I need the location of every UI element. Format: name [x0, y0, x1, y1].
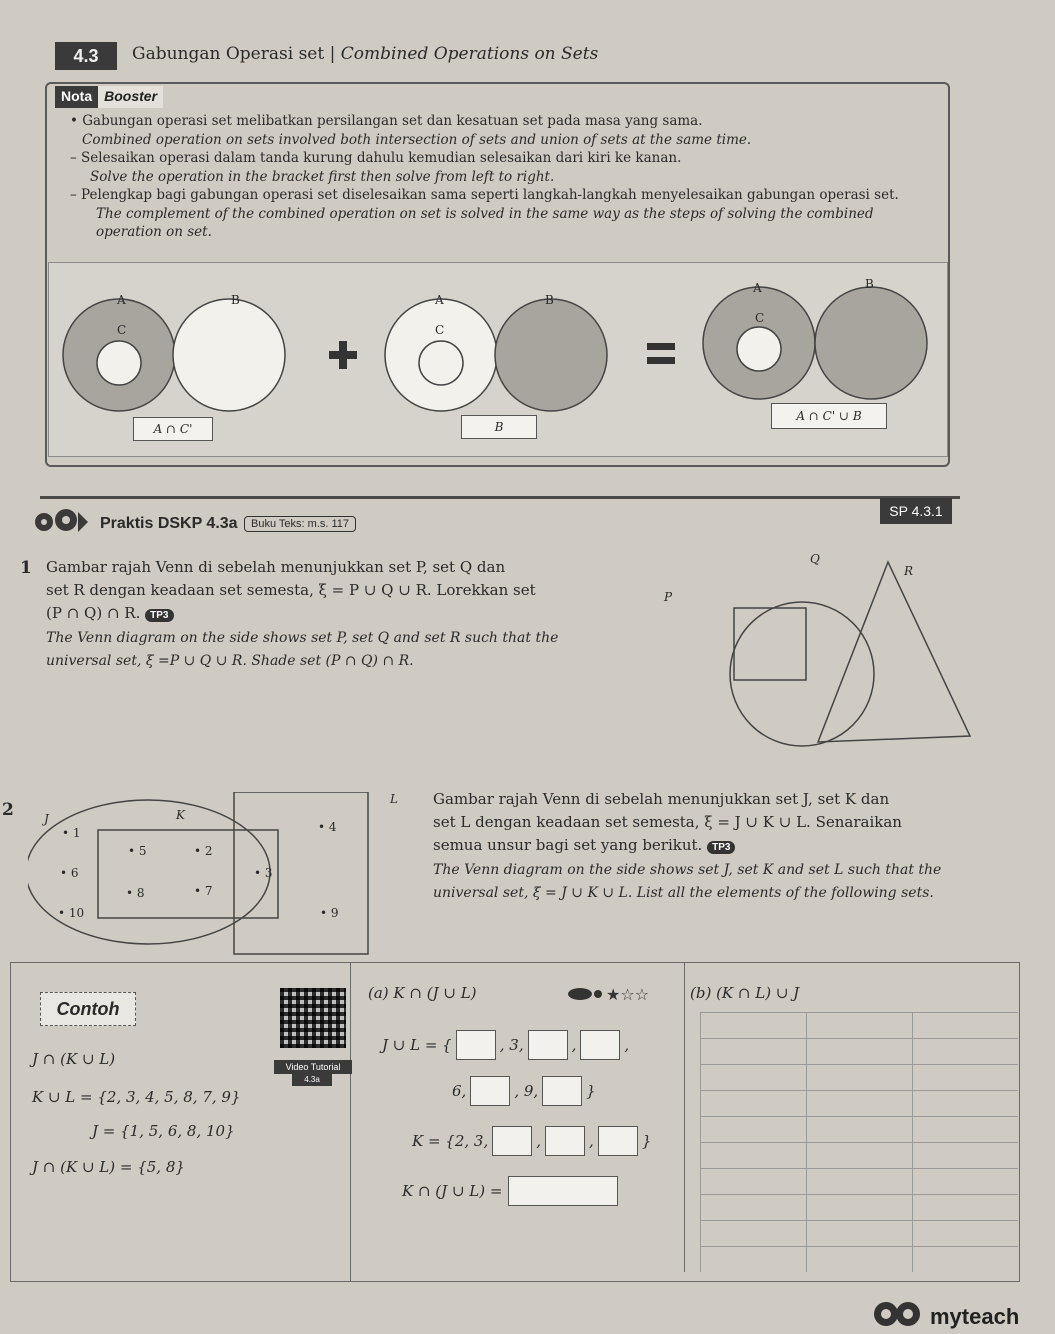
q2-element-5: • 5: [128, 844, 147, 858]
qr-code-icon[interactable]: [280, 988, 346, 1048]
value-3: , 3,: [499, 1036, 524, 1054]
contoh-line-2: K ∪ L = {2, 3, 4, 5, 8, 7, 9}: [32, 1088, 241, 1106]
d1-label-b: B: [231, 293, 240, 307]
d1-label-a: A: [117, 293, 126, 307]
q2-label-k: K: [176, 808, 185, 822]
comma: ,: [589, 1132, 594, 1150]
j-union-l-label: J ∪ L = {: [382, 1036, 452, 1054]
sp-badge: SP 4.3.1: [880, 498, 952, 524]
q2-element-6: • 6: [60, 866, 79, 880]
section-title: Gabungan Operasi set | Combined Operations on Sets: [132, 44, 599, 64]
q2-element-10: • 10: [58, 906, 85, 920]
answer-box[interactable]: [528, 1030, 568, 1060]
q2-venn-diagram: [28, 792, 398, 957]
q1-text: [46, 556, 616, 673]
q1-en-2: universal set, ξ =P ∪ Q ∪ R. Shade set (P ∩ Q) ∩ R.: [46, 653, 414, 669]
nota-line-4: Solve the operation in the bracket first then solve from left to right.: [90, 168, 555, 185]
video-tutorial-code: 4.3a: [292, 1074, 332, 1086]
value-6: 6,: [452, 1082, 467, 1100]
nota-line-1: Gabungan operasi set melibatkan persilangan set dan kesatuan set pada masa yang sama.: [82, 113, 703, 129]
q2-number: 2: [2, 800, 14, 820]
contoh-line-1: J ∩ (K ∪ L): [32, 1050, 116, 1068]
part-a-result: [402, 1176, 618, 1206]
part-a-label: (a) K ∩ (J ∪ L): [368, 984, 477, 1002]
q2-element-8: • 8: [126, 886, 145, 900]
gear-icon: [30, 508, 88, 536]
q2-line-2: set L dengan keadaan set semesta, ξ = J ∪ K ∪ L. Senaraikan: [433, 813, 902, 831]
comma: ,: [536, 1132, 542, 1150]
q1-label-p: P: [664, 590, 673, 604]
q2-label-l: L: [390, 792, 398, 806]
column-divider-1: [350, 962, 351, 1282]
q2-tp-badge: TP3: [707, 841, 735, 854]
part-b-label: (b) (K ∩ L) ∪ J: [690, 984, 800, 1002]
d2-caption: B: [461, 415, 537, 439]
q1-en-1: The Venn diagram on the side shows set P, set Q and set R such that the: [46, 630, 559, 646]
value-9: , 9,: [514, 1082, 539, 1100]
svg-text:★☆☆: ★☆☆: [606, 985, 650, 1004]
part-a-k-set: [412, 1126, 651, 1156]
answer-box[interactable]: [580, 1030, 620, 1060]
myteach-logo-icon: [870, 1300, 926, 1328]
q1-tp-badge: TP3: [145, 609, 173, 622]
q2-text: [433, 788, 993, 905]
q1-number: 1: [20, 558, 32, 578]
d1-caption: A ∩ C': [133, 417, 213, 441]
q1-line-2: set R dengan keadaan set semesta, ξ = P ∪ Q ∪ R. Lorekkan set: [46, 581, 536, 599]
comma: ,: [624, 1036, 630, 1054]
q2-line-1: Gambar rajah Venn di sebelah menunjukkan set J, set K dan: [433, 790, 890, 808]
q1-line-3: (P ∩ Q) ∩ R.: [46, 604, 141, 622]
k-set-label: K = {2, 3,: [412, 1132, 489, 1150]
q2-label-j: J: [44, 812, 49, 826]
nota-line-6: The complement of the combined operation on set is solved in the same way as the steps of solving the combined operation on set.: [96, 205, 874, 240]
section-number: 4.3: [55, 42, 117, 70]
contoh-label: Contoh: [40, 992, 136, 1026]
part-b-answer-grid[interactable]: [700, 1012, 1018, 1272]
q1-venn-diagram[interactable]: [630, 548, 980, 768]
d2-label-c: C: [435, 323, 445, 337]
d2-label-b: B: [545, 293, 554, 307]
result-answer-box[interactable]: [508, 1176, 618, 1206]
answer-box[interactable]: [470, 1076, 510, 1106]
difficulty-rating: [566, 984, 666, 1004]
part-a-j-union-l-cont: [452, 1076, 596, 1106]
contoh-line-4: J ∩ (K ∪ L) = {5, 8}: [32, 1158, 185, 1176]
close-brace: }: [641, 1132, 652, 1150]
q1-line-1: Gambar rajah Venn di sebelah menunjukkan set P, set Q dan: [46, 558, 506, 576]
q2-element-3: • 3: [254, 866, 273, 880]
brand-name: myteach: [930, 1304, 1020, 1329]
close-brace: }: [586, 1082, 596, 1100]
result-label: K ∩ (J ∪ L) =: [402, 1182, 503, 1200]
nota-venn-diagrams: [48, 262, 948, 457]
part-a-j-union-l: [382, 1030, 629, 1060]
q2-element-9: • 9: [320, 906, 339, 920]
section-title-ms: Gabungan Operasi set: [132, 44, 325, 64]
d3-caption: A ∩ C' ∪ B: [771, 403, 887, 429]
nota-line-2: Combined operation on sets involved both intersection of sets and union of sets at the same time.: [82, 131, 752, 148]
answer-box[interactable]: [598, 1126, 638, 1156]
q2-element-7: • 7: [194, 884, 213, 898]
d3-label-a: A: [753, 281, 762, 295]
nota-line-3: Selesaikan operasi dalam tanda kurung dahulu kemudian selesaikan dari kiri ke kanan.: [81, 150, 682, 166]
q2-element-4: • 4: [318, 820, 337, 834]
booster-label: Booster: [98, 86, 163, 108]
answer-box[interactable]: [492, 1126, 532, 1156]
column-divider-2: [684, 962, 685, 1272]
nota-label: Nota: [55, 86, 98, 108]
q2-line-3: semua unsur bagi set yang berikut.: [433, 836, 703, 854]
video-tutorial-label[interactable]: Video Tutorial: [274, 1060, 352, 1074]
q2-element-2: • 2: [194, 844, 213, 858]
answer-box[interactable]: [456, 1030, 496, 1060]
praktis-title: Praktis DSKP 4.3a: [100, 515, 238, 532]
q2-en-2: universal set, ξ = J ∪ K ∪ L. List all the elements of the following sets.: [433, 885, 934, 901]
nota-text: • Gabungan operasi set melibatkan persilangan set dan kesatuan set pada masa yang sama. Combined operation on sets involved both intersection of sets and union of sets at the same time. – Selesaikan operasi dalam tanda kurung dahulu kemudian selesaikan dari kiri ke kanan. Solve the operation in the bracket first then solve from left to right. – Pelengkap bagi gabungan operasi set diselesaikan sama seperti langkah-langkah menyelesaikan gabungan operasi set. The complement of the combined operation on set is solved in the same way as the steps of solving the combined operation on set.: [70, 98, 930, 242]
answer-box[interactable]: [545, 1126, 585, 1156]
d1-label-c: C: [117, 323, 127, 337]
q2-en-1: The Venn diagram on the side shows set J, set K and set L such that the: [433, 862, 942, 878]
section-title-en: Combined Operations on Sets: [340, 44, 599, 64]
q1-label-q: Q: [810, 552, 820, 566]
contoh-line-3: J = {1, 5, 6, 8, 10}: [92, 1122, 235, 1140]
d3-label-b: B: [865, 277, 874, 291]
nota-line-5: Pelengkap bagi gabungan operasi set diselesaikan sama seperti langkah-langkah menyelesaikan gabungan operasi set.: [81, 187, 899, 203]
q1-label-r: R: [904, 564, 914, 578]
textbook-ref: Buku Teks: m.s. 117: [244, 516, 356, 532]
q2-element-1: • 1: [62, 826, 81, 840]
comma: ,: [571, 1036, 577, 1054]
praktis-divider: [40, 496, 960, 499]
d2-label-a: A: [435, 293, 444, 307]
d3-label-c: C: [755, 311, 765, 325]
answer-box[interactable]: [542, 1076, 582, 1106]
